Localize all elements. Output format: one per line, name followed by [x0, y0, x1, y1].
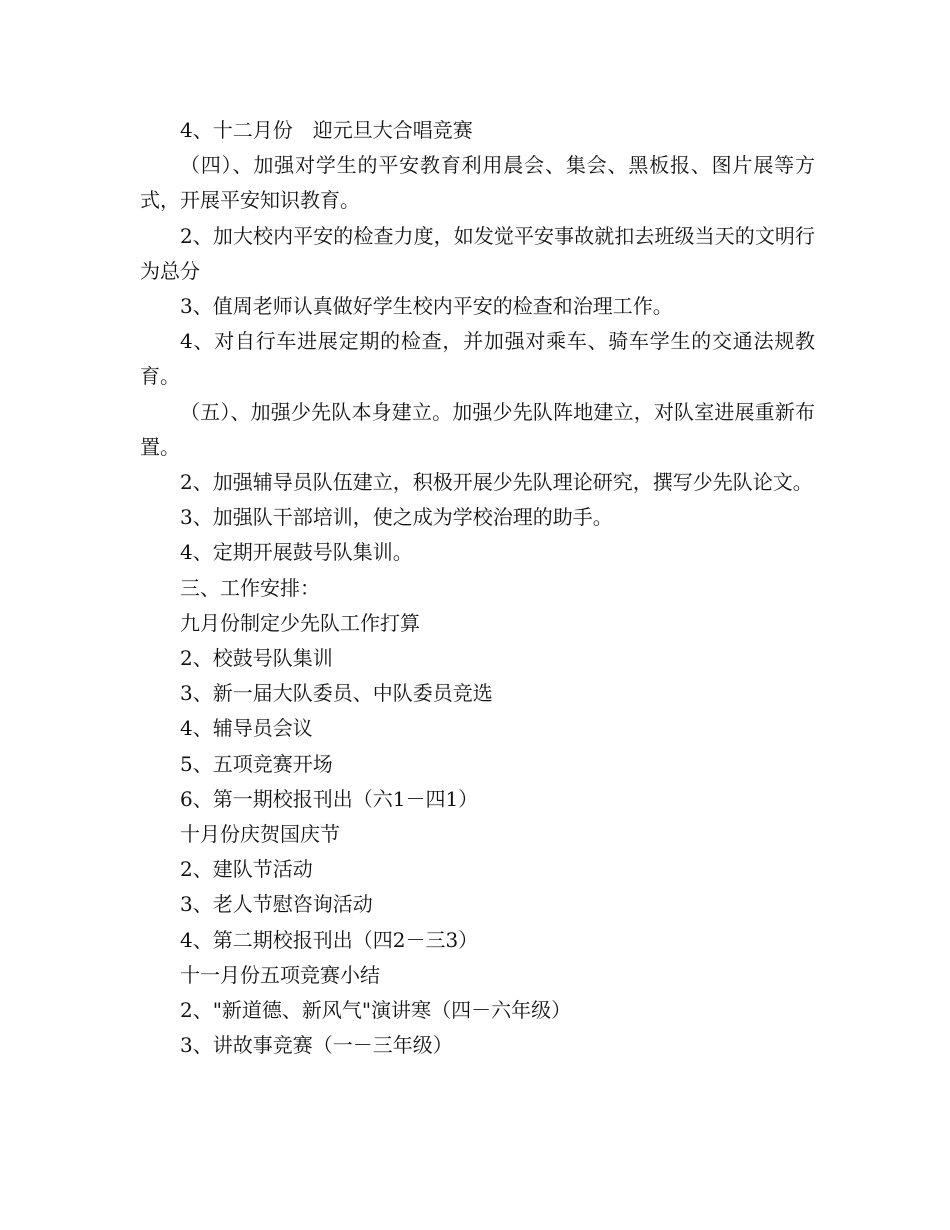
- list-item: 6、第一期校报刊出（六1－四1）: [180, 786, 479, 811]
- list-item-november: 十一月份五项竞赛小结: [180, 962, 380, 987]
- paragraph-4: 3、值周老师认真做好学生校内平安的检查和治理工作。: [180, 294, 673, 319]
- paragraph-3: 2、加大校内平安的检查力度，如发觉平安事故就扣去班级当天的文明行为总分: [140, 223, 815, 283]
- list-item-october: 十月份庆贺国庆节: [180, 822, 340, 847]
- paragraph-7: 2、加强辅导员队伍建立，积极开展少先队理论研究，撰写少先队论文。: [180, 470, 813, 495]
- document-body: [140, 113, 815, 1063]
- list-item: 4、第二期校报刊出（四2－三3）: [180, 927, 479, 952]
- paragraph-5: 4、对自行车进展定期的检查，并加强对乘车、骑车学生的交通法规教育。: [140, 329, 815, 389]
- paragraph-1: 4、十二月份 迎元旦大合唱竞赛: [180, 118, 473, 142]
- list-item: 4、辅导员会议: [180, 716, 313, 741]
- paragraph-8: 3、加强队干部培训，使之成为学校治理的助手。: [180, 505, 613, 530]
- list-item: 3、老人节慰咨询活动: [180, 892, 373, 917]
- list-item: 3、讲故事竞赛（一－三年级）: [180, 1033, 453, 1058]
- paragraph-6: （五）、加强少先队本身建立。加强少先队阵地建立，对队室进展重新布置。: [140, 399, 815, 459]
- list-item: 2、建队节活动: [180, 857, 313, 882]
- paragraph-2: （四）、加强对学生的平安教育利用晨会、集会、黑板报、图片展等方式，开展平安知识教育。: [140, 153, 815, 213]
- paragraph-9: 4、定期开展鼓号队集训。: [180, 540, 413, 565]
- list-item: 3、新一届大队委员、中队委员竞选: [180, 681, 493, 706]
- list-item: 2、校鼓号队集训: [180, 646, 333, 671]
- list-item: 5、五项竞赛开场: [180, 751, 333, 776]
- section-heading-work-arrangement: 三、工作安排：: [180, 575, 320, 600]
- list-item: 2、"新道德、新风气"演讲寒（四－六年级）: [180, 998, 572, 1023]
- list-item-september: 九月份制定少先队工作打算: [180, 610, 420, 635]
